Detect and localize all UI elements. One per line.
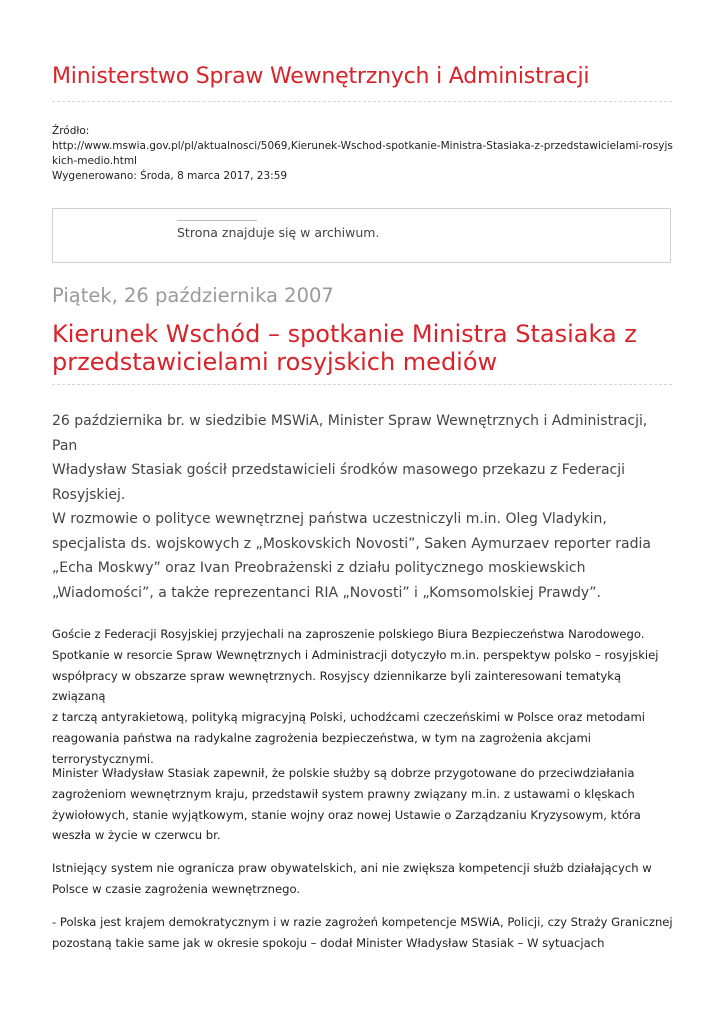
header-divider: [52, 101, 672, 102]
article-title-line-1: Kierunek Wschód – spotkanie Ministra Stasiaka z: [52, 320, 637, 348]
text-line: Goście z Federacji Rosyjskiej przyjechali na zaproszenie polskiego Biura Bezpieczeństwa Narodowego.: [52, 627, 645, 641]
source-url-line-1: http://www.mswia.gov.pl/pl/aktualnosci/5069,Kierunek-Wschod-spotkanie-Ministra-Stasiaka-z-przedstawicielami-rosyjs: [52, 140, 673, 152]
text-line: Polsce w czasie zagrożenia wewnętrznego.: [52, 881, 301, 896]
article-date: Piątek, 26 października 2007: [52, 284, 334, 307]
text-line: Istniejący system nie ogranicza praw obywatelskich, ani nie zwiększa kompetencji służb działających w: [52, 861, 652, 875]
title-divider: [52, 384, 672, 385]
generated-timestamp: Wygenerowano: Środa, 8 marca 2017, 23:59: [52, 170, 288, 182]
archive-notice-box: [52, 208, 671, 263]
text-line: z tarczą antyrakietową, polityką migracyjną Polski, uchodźcami czeczeńskimi w Polsce oraz metodami: [52, 710, 646, 725]
source-url-line-2: kich-medio.html: [52, 155, 137, 167]
text-line: W rozmowie o polityce wewnętrznej państwa uczestniczyli m.in. Oleg Vladykin,: [52, 511, 607, 527]
text-line: żywiołowych, stanie wyjątkowym, stanie wojny oraz nowej Ustawie o Zarządzaniu Kryzysowym, która: [52, 807, 641, 822]
lead-paragraph-1: [52, 409, 677, 507]
text-line: specjalista ds. wojskowych z „Moskovskich Novosti”, Saken Aymurzaev reporter radia: [52, 535, 651, 552]
article-title-line-2: przedstawicielami rosyjskich mediów: [52, 348, 498, 376]
body-paragraph-1: [52, 624, 677, 770]
body-paragraph-4: [52, 912, 677, 954]
body-paragraph-2: [52, 763, 677, 846]
text-line: terrorystycznymi.: [52, 751, 154, 766]
text-line: 26 października br. w siedzibie MSWiA, Minister Spraw Wewnętrznych i Administracji, Pan: [52, 413, 648, 454]
text-line: Rosyjskiej.: [52, 486, 126, 503]
archive-notice-rule: [177, 220, 257, 221]
source-meta: [52, 124, 682, 184]
text-line: „Echa Moskwy” oraz Ivan Preobrażenski z działu politycznego moskiewskich: [52, 560, 586, 576]
text-line: „Wiadomości”, a także reprezentanci RIA „Novosti” i „Komsomolskiej Prawdy”.: [52, 584, 601, 601]
article-title: [52, 320, 682, 376]
site-title: Ministerstwo Spraw Wewnętrznych i Administracji: [52, 64, 590, 89]
text-line: Władysław Stasiak gościł przedstawicieli środków masowego przekazu z Federacji: [52, 462, 626, 478]
source-label: Źródło:: [52, 125, 90, 137]
archive-notice-text: Strona znajduje się w archiwum.: [177, 225, 380, 240]
text-line: - Polska jest krajem demokratycznym i w razie zagrożeń kompetencje MSWiA, Policji, czy Straży Granicznej: [52, 915, 673, 929]
text-line: Minister Władysław Stasiak zapewnił, że polskie służby są dobrze przygotowane do przeciwdziałania: [52, 766, 635, 780]
body-paragraph-3: [52, 858, 677, 900]
text-line: pozostaną takie same jak w okresie spokoju – dodał Minister Władysław Stasiak – W sytuacjach: [52, 935, 605, 950]
text-line: weszła w życie w czerwcu br.: [52, 828, 221, 843]
text-line: Spotkanie w resorcie Spraw Wewnętrznych i Administracji dotyczyło m.in. perspektyw polsko – rosyjskiej: [52, 647, 659, 662]
text-line: współpracy w obszarze spraw wewnętrznych. Rosyjscy dziennikarze byli zainteresowani tematyką związaną: [52, 668, 622, 704]
lead-paragraph-2: [52, 507, 677, 605]
text-line: reagowania państwa na radykalne zagrożenia bezpieczeństwa, w tym na zagrożenia akcjami: [52, 730, 592, 745]
text-line: zagrożeniom wewnętrznym kraju, przedstawił system prawny związany m.in. z ustawami o klęskach: [52, 786, 635, 801]
